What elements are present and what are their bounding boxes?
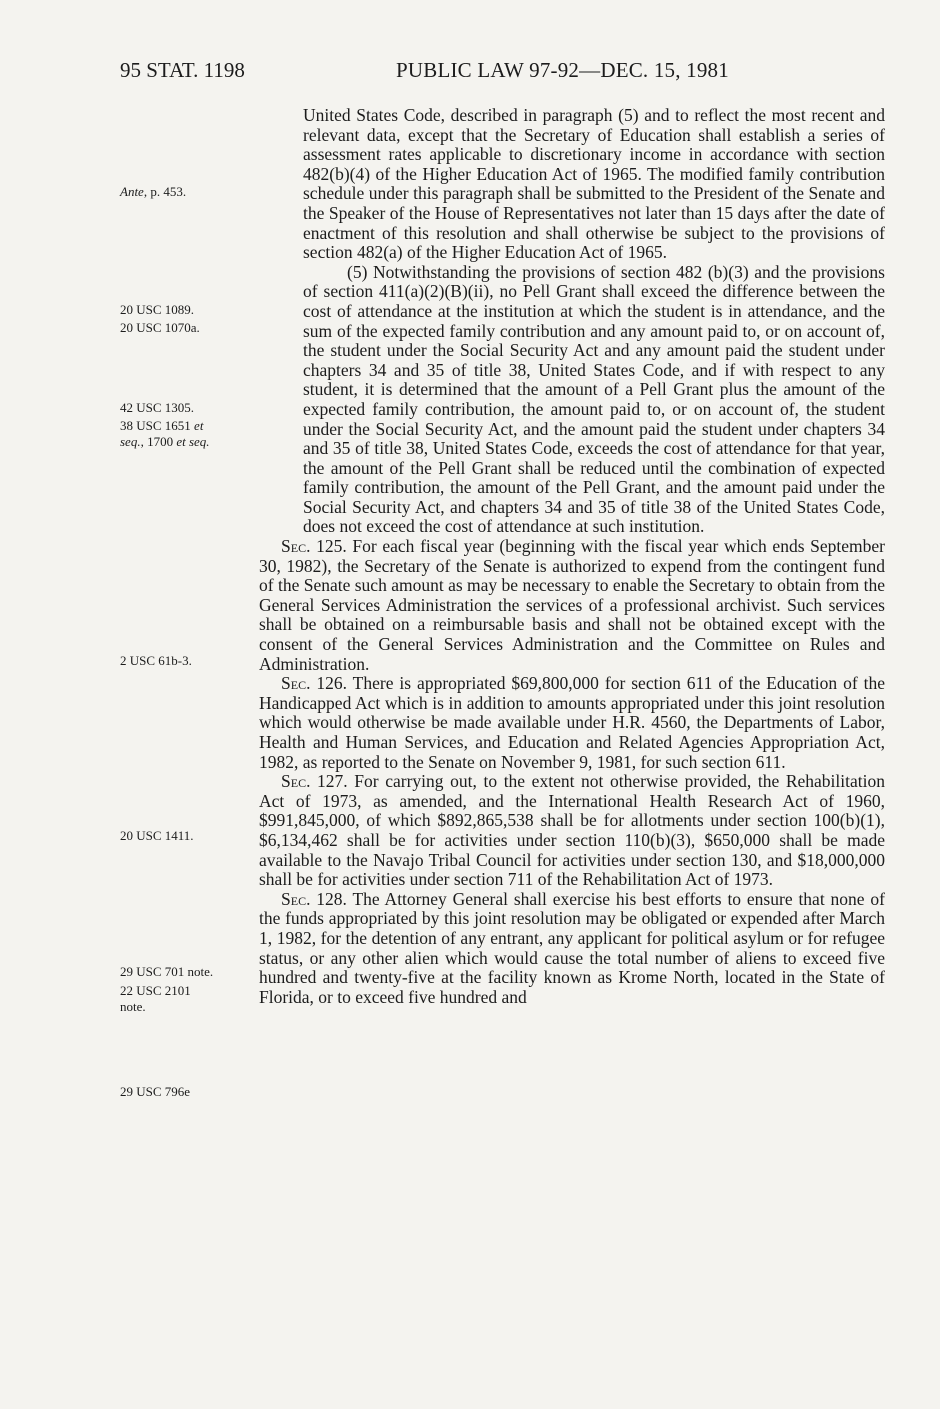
paragraph-continued: United States Code, described in paragraph (5) and to reflect the most recent and relevant data, except that the Secretary of Education shall establish a series of assessment rates applicable to discretionary income in accordance with section 482(b)(4) of the Higher Education Act of 1965. The modified family contribution schedule under this paragraph shall be submitted to the President of the Senate and the Speaker of the House of Representatives not later than 15 days after the date of enactment of this resolution and shall otherwise be subject to the provisions of section 482(a) of the Higher Education Act of 1965. [303, 105, 885, 263]
margin-note-20usc1411: 20 USC 1411. [120, 828, 194, 843]
margin-note-20usc1089: 20 USC 1089. [120, 302, 195, 317]
section-127: Sec. 127. For carrying out, to the extent not otherwise provided, the Rehabilitation Act of 1973, as amended, and the International Health Research Act of 1960, $991,845,000, of which $892,865,538 shall be for allotments under section 100(b)(1), $6,134,462 shall be for activities under section 110(b)(3), $650,000 shall be made available to the Navajo Tribal Council for activities under section 130, and $18,000,000 shall be for activities under section 711 of the Rehabilitation Act of 1973. [259, 771, 885, 890]
paragraph-5: (5) Notwithstanding the provisions of section 482 (b)(3) and the provisions of section 411(a)(2)(B)(ii), no Pell Grant shall exceed the difference between the cost of attendance at the institution at which the student is in attendance, and the sum of the expected family contribution and any amount paid to, or on account of, the student under the Social Security Act and any amount paid the student under chapters 34 and 35 of title 38, United States Code, and if with respect to any student, it is determined that the amount of a Pell Grant plus the amount of the expected family contribution, the amount paid to, or on account of, the student under the Social Security Act, and the amount paid the student under chapters 34 and 35 of title 38, United States Code, exceeds the cost of attendance for that year, the amount of the Pell Grant shall be reduced until the combination of expected family contribution, the amount of the Pell Grant, and the amount paid under the Social Security Act, and chapters 34 and 35 of title 38 of the United States Code, does not exceed the cost of attendance at such institution. [303, 261, 885, 537]
page-header [120, 58, 820, 88]
margin-note-20usc1070a: 20 USC 1070a. [120, 320, 200, 335]
statute-body [259, 106, 885, 1007]
margin-note-22usc2101: 22 USC 2101 [120, 983, 191, 998]
statute-page-number: 95 STAT. 1198 [120, 58, 245, 82]
margin-note-note: note. [120, 999, 146, 1014]
section-128: Sec. 128. The Attorney General shall exercise his best efforts to ensure that none of the funds appropriated by this joint resolution may be obligated or expended after March 1, 1982, for the detention of any entrant, any applicant for political asylum or for refugee status, or any other alien which would cause the total number of aliens to exceed five hundred and twenty-five at the facility known as Krome North, located in the State of Florida, or to exceed five hundred and [259, 888, 885, 1007]
margin-note-38usc1651: 38 USC 1651 et seq., 1700 et seq. [120, 418, 210, 449]
margin-note-2usc61b3: 2 USC 61b-3. [120, 653, 192, 668]
margin-note-ante: Ante, p. 453. [120, 184, 187, 199]
margin-note-29usc796e: 29 USC 796e [120, 1084, 191, 1099]
margin-note-42usc1305: 42 USC 1305. [120, 400, 195, 415]
margin-note-29usc701: 29 USC 701 note. [120, 964, 214, 979]
law-title-date: PUBLIC LAW 97-92—DEC. 15, 1981 [396, 58, 729, 82]
section-126: Sec. 126. There is appropriated $69,800,000 for section 611 of the Education of the Handicapped Act which is in addition to amounts appropriated under this joint resolution which would otherwise be made available under H.R. 4560, the Departments of Labor, Health and Human Services, and Education and Related Agencies Appropriation Act, 1982, as reported to the Senate on November 9, 1981, for such section 611. [259, 673, 885, 772]
section-125: Sec. 125. For each fiscal year (beginning with the fiscal year which ends September 30, 1982), the Secretary of the Senate is authorized to expend from the contingent fund of the Senate such amount as may be necessary to enable the Secretary to obtain from the General Services Administration the services of a professional archivist. Such services shall be obtained on a reimbursable basis and shall not be obtained except with the consent of the General Services Administration and the Committee on Rules and Administration. [259, 536, 885, 674]
